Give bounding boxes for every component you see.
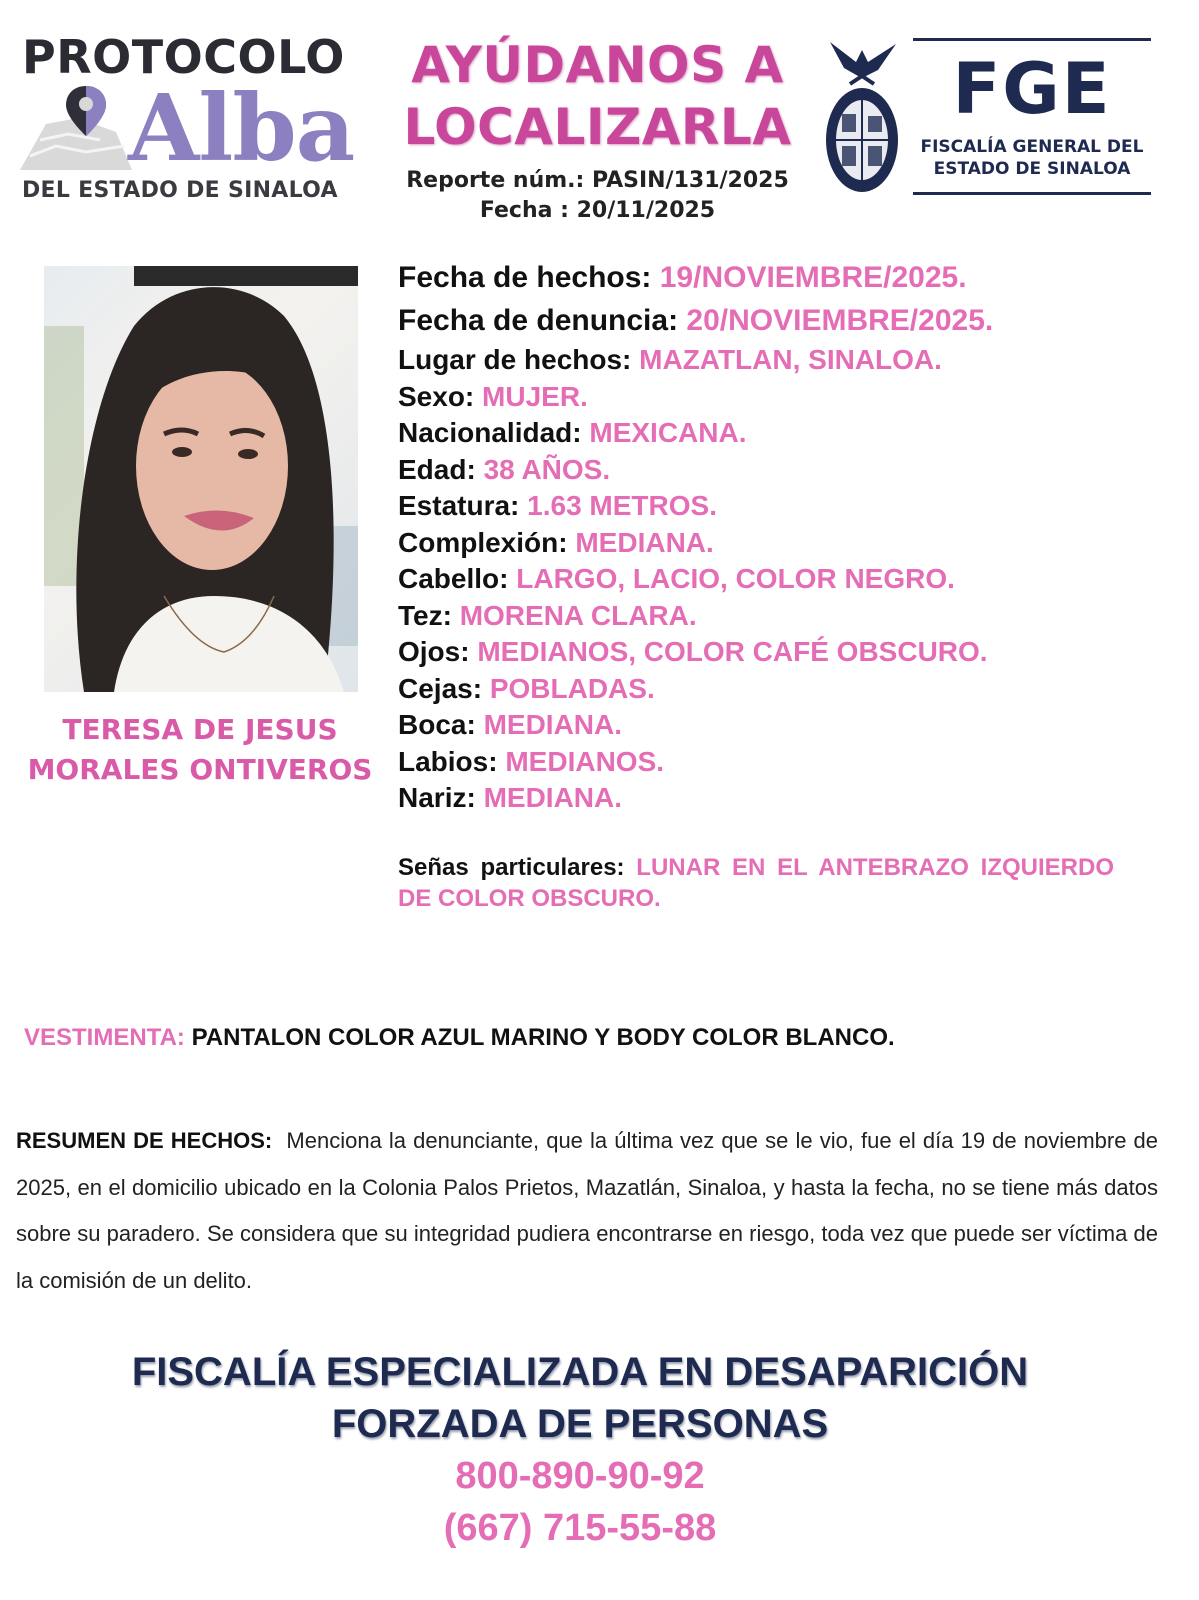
detail-value: MUJER. [482, 380, 588, 412]
detail-label: Ojos: [398, 636, 470, 667]
detail-labios [398, 744, 1138, 781]
detail-label: Sexo: [398, 380, 475, 412]
detail-boca [398, 707, 1138, 744]
report-info [395, 166, 800, 226]
detail-value: MEXICANA. [589, 417, 747, 448]
detail-label: Labios: [398, 745, 498, 777]
detail-value: POBLADAS. [489, 672, 655, 704]
detail-estatura [398, 488, 1138, 525]
distinguishing-marks [398, 852, 1114, 914]
state-seal-icon [822, 36, 902, 196]
detail-label: Fecha de denuncia: [398, 304, 679, 337]
title-line-2: LOCALIZARLA [403, 98, 792, 156]
clothing-value: PANTALON COLOR AZUL MARINO Y BODY COLOR BLANCO. [191, 1024, 895, 1051]
detail-value: LARGO, LACIO, COLOR NEGRO. [516, 563, 955, 594]
senas-label: Señas particulares: [398, 854, 625, 881]
detail-lugar-hechos [398, 342, 1138, 379]
detail-fecha-denuncia [398, 299, 1138, 342]
fge-acronym: FGE [952, 48, 1112, 130]
report-number: Reporte núm.: PASIN/131/2025 [406, 168, 789, 193]
detail-label: Lugar de hechos: [398, 344, 632, 375]
person-name [10, 710, 390, 790]
fge-subtitle-line-2: ESTADO DE SINALOA [933, 159, 1131, 179]
detail-value: MAZATLAN, SINALOA. [639, 344, 942, 375]
page-title [395, 34, 800, 158]
detail-label: Nacionalidad: [398, 417, 582, 448]
agency-name-line-2: FORZADA DE PERSONAS [331, 1402, 829, 1446]
summary-of-facts [16, 1118, 1158, 1304]
title-line-1: AYÚDANOS A [411, 36, 784, 94]
footer-contact [0, 1346, 1160, 1554]
detail-value: 38 AÑOS. [483, 453, 611, 485]
detail-cejas [398, 671, 1138, 708]
summary-text: Menciona la denunciante, que la última vez que se le vio, fue el día 19 de noviembre de 2025, en el domicilio ubicado en la Colonia Palos Prietos, Mazatlán, Sinaloa, y hasta la fecha, no se tiene más datos sobre su paradero. Se considera que su integridad pudiera encontrarse en riesgo, toda vez que puede ser víctima de la comisión de un delito. [16, 1128, 1159, 1293]
detail-complexion [398, 525, 1138, 562]
detail-cabello [398, 561, 1138, 598]
divider-top [913, 38, 1151, 41]
detail-label: Estatura: [398, 490, 520, 521]
detail-value: MEDIANA. [483, 782, 623, 813]
detail-nariz [398, 780, 1138, 817]
detail-tez [398, 598, 1138, 635]
senas-value: LUNAR EN EL ANTEBRAZO IZQUIERDO DE COLOR OBSCURO. [398, 854, 1114, 912]
detail-label: Cejas: [398, 672, 483, 704]
detail-label: Fecha de hechos: [398, 261, 652, 294]
clothing-label: VESTIMENTA: [24, 1024, 185, 1051]
person-photo [44, 266, 358, 692]
detail-sexo [398, 379, 1138, 416]
agency-name-line-1: FISCALÍA ESPECIALIZADA EN DESAPARICIÓN [131, 1350, 1029, 1394]
detail-value: 1.63 METROS. [527, 490, 717, 521]
detail-edad [398, 452, 1138, 489]
fge-subtitle [913, 136, 1151, 180]
person-name-line-1: TERESA DE JESUS [62, 713, 338, 746]
logo-subtitle: DEL ESTADO DE SINALOA [22, 178, 338, 203]
detail-fecha-hechos [398, 256, 1138, 299]
detail-value: MORENA CLARA. [459, 599, 697, 631]
detail-value: MEDIANA. [483, 709, 623, 740]
detail-value: MEDIANOS. [505, 745, 665, 777]
detail-value: 20/NOVIEMBRE/2025. [686, 304, 994, 337]
detail-label: Cabello: [398, 563, 509, 594]
summary-label: RESUMEN DE HECHOS: [16, 1128, 273, 1153]
protocolo-logo-text: PROTOCOLO [22, 30, 345, 84]
detail-label: Complexión: [398, 526, 568, 558]
alba-logo-text: Alba [128, 74, 355, 182]
detail-nacionalidad [398, 415, 1138, 452]
phone-local[interactable]: (667) 715-55-88 [443, 1507, 717, 1549]
detail-label: Boca: [398, 709, 476, 740]
fge-subtitle-line-1: FISCALÍA GENERAL DEL [920, 137, 1144, 157]
detail-value: MEDIANA. [575, 526, 714, 558]
detail-label: Nariz: [398, 782, 476, 813]
detail-label: Edad: [398, 453, 476, 485]
phone-tollfree[interactable]: 800-890-90-92 [455, 1455, 705, 1497]
detail-ojos [398, 634, 1138, 671]
person-name-line-2: MORALES ONTIVEROS [27, 753, 373, 786]
detail-value: MEDIANOS, COLOR CAFÉ OBSCURO. [477, 636, 988, 667]
detail-value: 19/NOVIEMBRE/2025. [659, 261, 967, 294]
divider-bottom [913, 192, 1151, 195]
person-details-list [398, 256, 1138, 817]
clothing [24, 1024, 895, 1052]
map-pin-icon [16, 84, 134, 174]
report-date: Fecha : 20/11/2025 [479, 198, 716, 223]
detail-label: Tez: [398, 599, 452, 631]
